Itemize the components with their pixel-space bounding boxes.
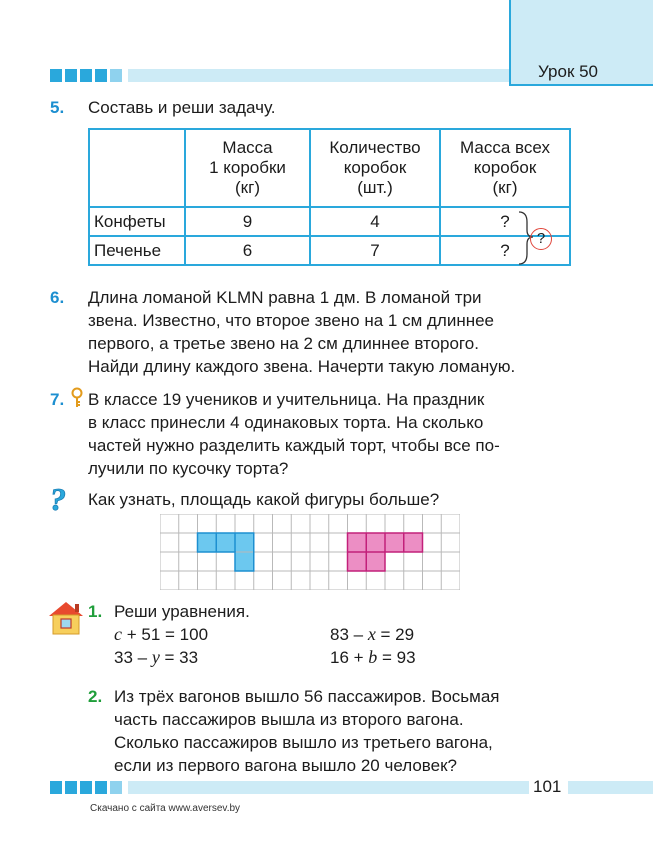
task-line: часть пассажиров вышла из второго вагона. [114, 710, 464, 729]
task-line: если из первого вагона вышло 20 человек? [114, 756, 457, 775]
task-line: Сколько пассажиров вышло из третьего вагона, [114, 733, 493, 752]
task-number: 5. [50, 98, 65, 117]
header-stripe [128, 69, 509, 82]
table-row [89, 236, 570, 265]
key-icon [70, 387, 84, 409]
table-cell: 6 [185, 236, 310, 265]
footer-square [80, 781, 92, 794]
question-text: Как узнать, площадь какой фигуры больше? [88, 490, 440, 509]
header-square [65, 69, 77, 82]
equation: 33 – y = 33 [114, 647, 199, 667]
table-cell-label: Печенье [89, 236, 185, 265]
header-square [110, 69, 122, 82]
equation: 83 – x = 29 [330, 624, 415, 644]
table-header: Масса всех коробок (кг) [440, 129, 570, 207]
house-icon [47, 600, 85, 636]
footer-square [95, 781, 107, 794]
svg-text:?: ? [50, 483, 66, 515]
task-line: В классе 19 учеников и учительница. На праздник [88, 390, 485, 409]
table-header-empty [89, 129, 185, 207]
area-grid [160, 514, 460, 590]
task-line: частей нужно разделить каждый торт, чтобы все по- [88, 436, 500, 455]
data-table [88, 128, 571, 266]
task-line: звена. Известно, что второе звено на 1 см длиннее [88, 311, 495, 330]
task-line: Длина ломаной KLMN равна 1 дм. В ломаной три [88, 288, 482, 307]
task-number: 7. [50, 390, 65, 409]
question-mark-icon [48, 483, 74, 515]
table-cell: 9 [185, 207, 310, 236]
table-cell: 7 [310, 236, 440, 265]
task-line: в класс принесли 4 одинаковых торта. На сколько [88, 413, 484, 432]
table-cell: ? [440, 207, 570, 236]
table-row [89, 207, 570, 236]
task-line: лучили по кусочку торта? [88, 459, 289, 478]
equation: c + 51 = 100 [114, 624, 209, 644]
footer-stripe [128, 781, 529, 794]
task-number: 6. [50, 288, 65, 307]
table-header: Масса 1 коробки (кг) [185, 129, 310, 207]
header-square [50, 69, 62, 82]
equation: 16 + b = 93 [330, 647, 416, 667]
table-cell: ? [440, 236, 570, 265]
task-line: Найди длину каждого звена. Начерти такую ломаную. [88, 357, 516, 376]
home-task-number: 1. [88, 602, 103, 621]
home-task-title: Реши уравнения. [114, 602, 250, 621]
footer-square [110, 781, 122, 794]
table-cell: 4 [310, 207, 440, 236]
table-header: Количество коробок (шт.) [310, 129, 440, 207]
header-square [80, 69, 92, 82]
footer-square [50, 781, 62, 794]
task-text: Составь и реши задачу. [88, 98, 276, 117]
home-task-number: 2. [88, 687, 103, 706]
table-cell-label: Конфеты [89, 207, 185, 236]
task-line: первого, а третье звено на 2 см длиннее второго. [88, 334, 479, 353]
source-note: Скачано с сайта www.aversev.by [90, 803, 241, 814]
header-square [95, 69, 107, 82]
circled-question: ? [530, 228, 552, 250]
footer-stripe [568, 781, 653, 794]
task-line: Из трёх вагонов вышло 56 пассажиров. Восьмая [114, 687, 500, 706]
footer-square [65, 781, 77, 794]
page-number: 101 [533, 777, 562, 796]
lesson-label: Урок 50 [538, 62, 599, 81]
